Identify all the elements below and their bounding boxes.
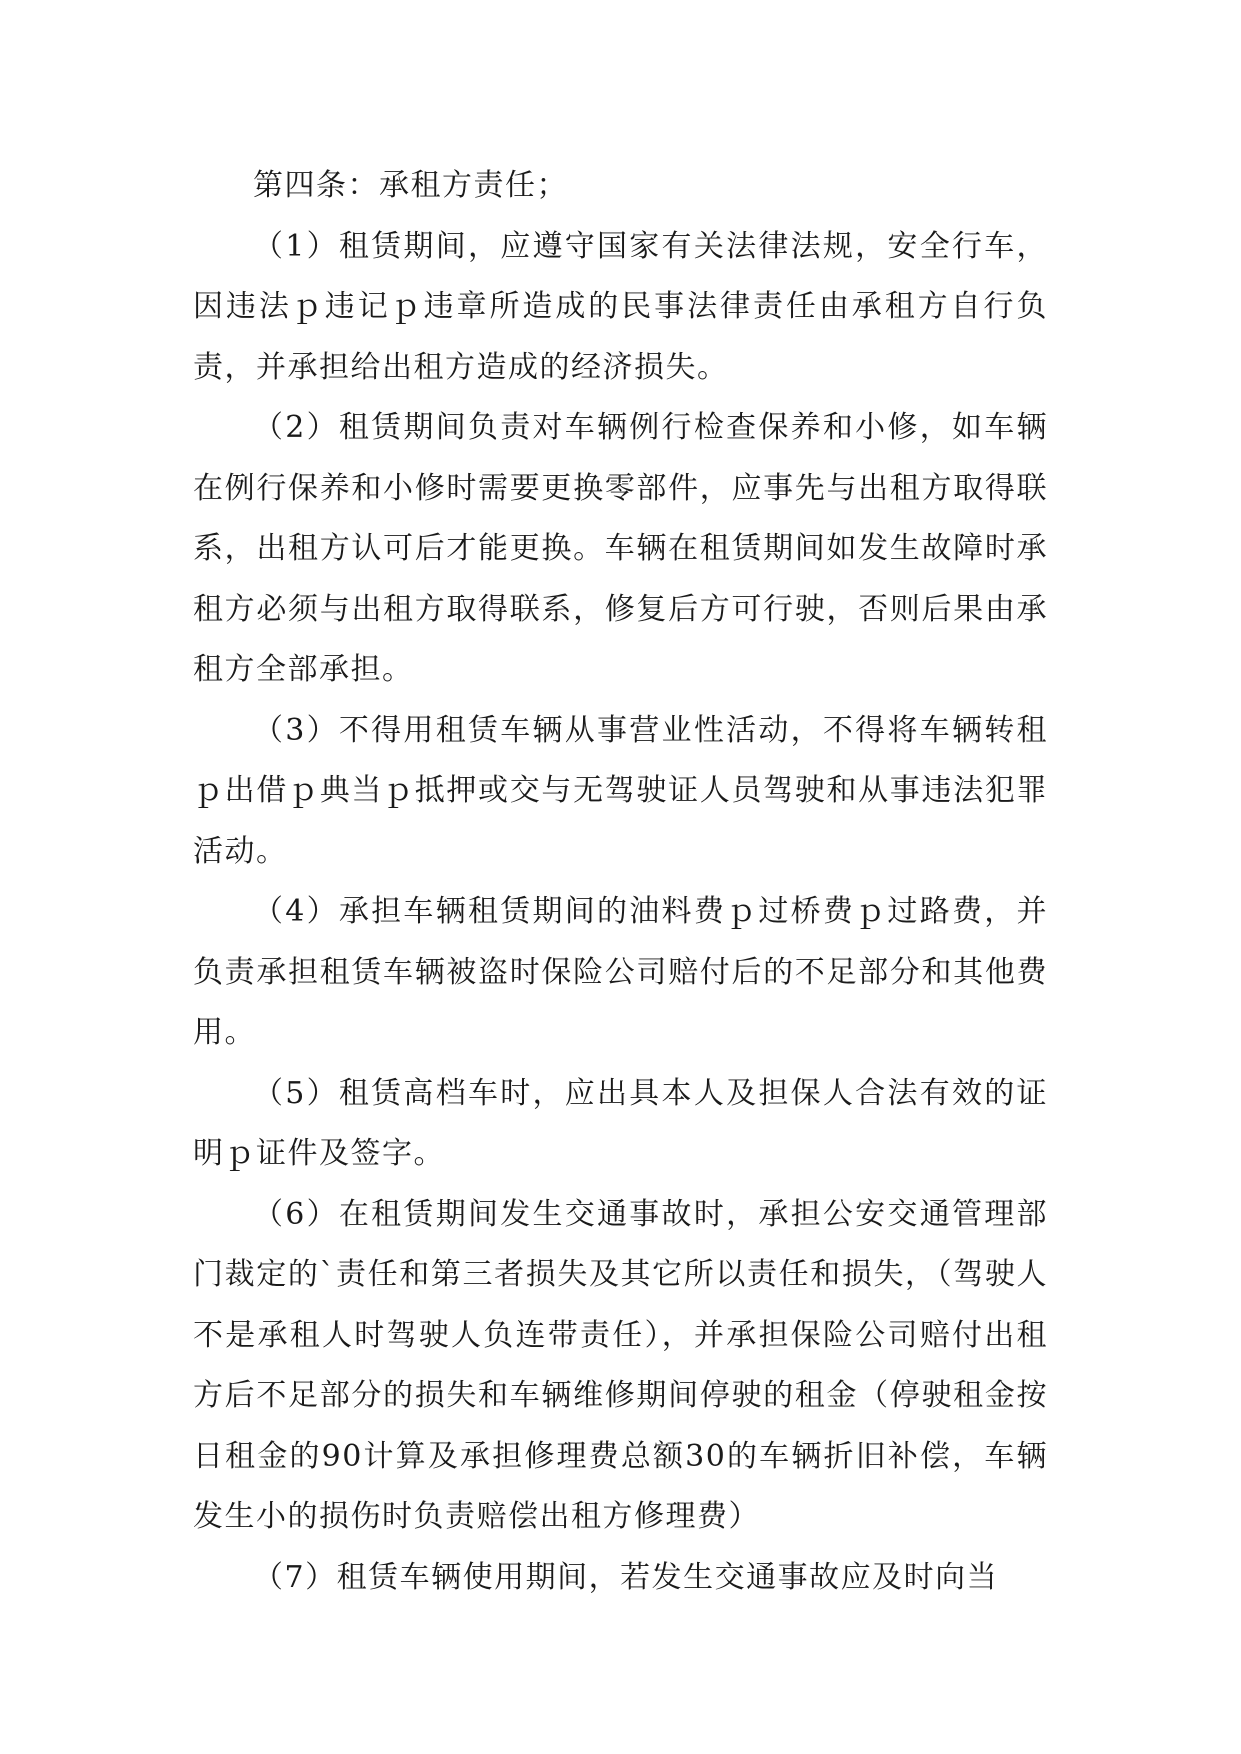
clause-4: （4）承担车辆租赁期间的油料费ｐ过桥费ｐ过路费，并负责承担租赁车辆被盗时保险公司赔付后的不足部分和其他费用。: [193, 894, 1048, 1050]
clause-5: （5）租赁高档车时，应出具本人及担保人合法有效的证明ｐ证件及签字。: [193, 1075, 1048, 1171]
article-heading: 第四条：承租方责任；: [253, 168, 568, 203]
document-body: [193, 156, 1048, 1608]
clause-1: （1）租赁期间，应遵守国家有关法律法规，安全行车，因违法ｐ违记ｐ违章所造成的民事法律责任由承租方自行负责，并承担给出租方造成的经济损失。: [193, 228, 1048, 385]
clause-3: （3）不得用租赁车辆从事营业性活动，不得将车辆转租ｐ出借ｐ典当ｐ抵押或交与无驾驶证人员驾驶和从事违法犯罪活动。: [193, 712, 1048, 869]
clause-6: （6）在租赁期间发生交通事故时，承担公安交通管理部门裁定的`责任和第三者损失及其它所以责任和损失，（驾驶人不是承租人时驾驶人负连带责任），并承担保险公司赔付出租方后不足部分的损失和车辆维修期间停驶的租金（停驶租金按日租金的90计算及承担修理费总额30的车辆折旧补偿，车辆发生小的损伤时负责赔偿出租方修理费）: [193, 1196, 1048, 1534]
clause-2: （2）租赁期间负责对车辆例行检查保养和小修，如车辆在例行保养和小修时需要更换零部件，应事先与出租方取得联系，出租方认可后才能更换。车辆在租赁期间如发生故障时承租方必须与出租方取得联系，修复后方可行驶，否则后果由承租方全部承担。: [193, 410, 1048, 687]
clause-7: （7）租赁车辆使用期间，若发生交通事故应及时向当: [253, 1559, 999, 1595]
